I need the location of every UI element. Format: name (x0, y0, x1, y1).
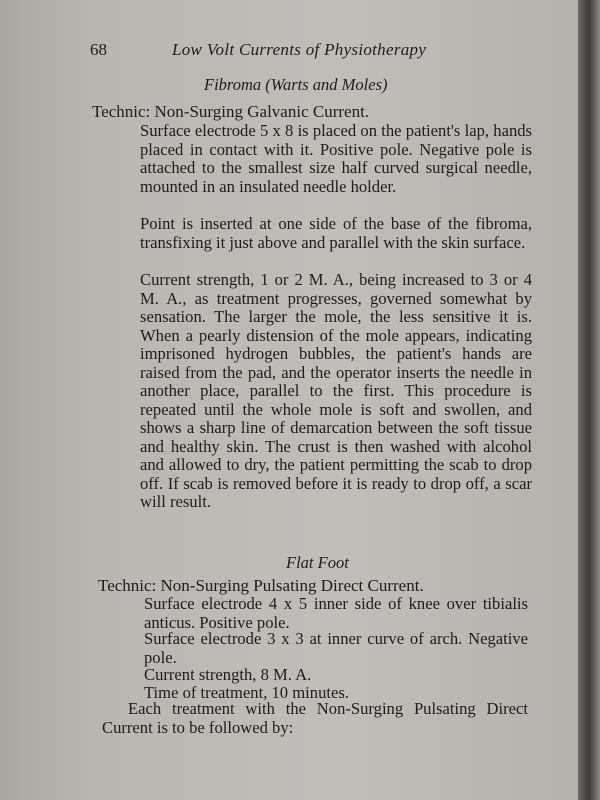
flat-foot-item-2 (144, 630, 528, 667)
technic-line-flat-foot: Technic: Non-Surging Pulsating Direct Current. (98, 576, 424, 595)
fibroma-paragraph-3-text: Current strength, 1 or 2 M. A., being increased to 3 or 4 M. A., as treatment progresses, governed somewhat by sensation. The larger the mole, the less sensitive it is. When a pearly distension of the mole appears, indicating imprisoned hydrogen bubbles, the patient's hands are raised from the pad, and the operator inserts the needle in another place, parallel to the first. This procedure is repeated until the whole mole is soft and swollen, and shows a sharp line of demarcation between the soft tissue and healthy skin. The crust is then washed with alcohol and allowed to dry, the patient permitting the scab to drop off. If scab is removed before it is ready to drop off, a scar will result. (140, 270, 532, 511)
flat-foot-item-1 (144, 595, 528, 632)
technic-line-fibroma: Technic: Non-Surging Galvanic Current. (92, 102, 370, 121)
page-edge-shadow (578, 0, 600, 800)
closing-paragraph-text: Each treatment with the Non-Surging Pulsating Direct Current is to be followed by: (102, 699, 528, 737)
flat-foot-item-2-text: Surface electrode 3 x 3 at inner curve of arch. Negative pole. (144, 629, 528, 667)
fibroma-paragraph-2 (140, 215, 532, 252)
fibroma-paragraph-1-text: Surface electrode 5 x 8 is placed on the patient's lap, hands placed in contact with it. Positive pole. Negative pole is attached to the smallest size half curved surgical needle, mounted in an insulated needle holder. (140, 121, 532, 196)
section-title-flat-foot: Flat Foot (286, 553, 349, 572)
flat-foot-item-3 (144, 666, 528, 685)
fibroma-paragraph-2-text: Point is inserted at one side of the base of the fibroma, transfixing it just above and parallel with the skin surface. (140, 214, 532, 252)
running-title: Low Volt Currents of Physiotherapy (172, 40, 427, 59)
fibroma-paragraph-1 (140, 122, 532, 196)
flat-foot-item-3-text: Current strength, 8 M. A. (144, 665, 312, 684)
section-title-fibroma: Fibroma (Warts and Moles) (204, 75, 388, 94)
flat-foot-item-1-text: Surface electrode 4 x 5 inner side of knee over tibialis anticus. Positive pole. (144, 594, 528, 632)
page-number: 68 (90, 40, 107, 59)
flat-foot-item-4-text: Time of treatment, 10 minutes. (144, 683, 349, 702)
fibroma-paragraph-3 (140, 271, 532, 512)
page-header (90, 40, 490, 66)
closing-paragraph (102, 700, 528, 737)
